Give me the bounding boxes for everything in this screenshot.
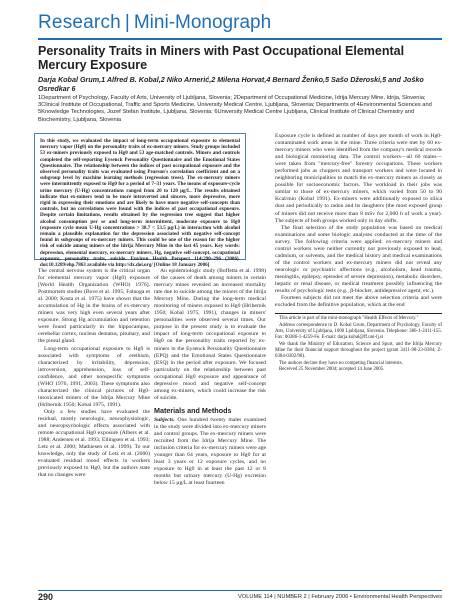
page-footer (38, 594, 442, 604)
footnote: The authors declare they have no competing financial interests. (279, 360, 403, 366)
footnote-rule (275, 313, 442, 314)
footer-rule (38, 590, 442, 591)
section-name: Research (38, 12, 121, 33)
section-separator: | (124, 12, 130, 33)
body-paragraph: The final selection of the study population was based on medical examinations and some biologic analyses conducted at the time of the survey. The following criteria were applied: ex-mercury miners and control workers were neither currently nor previously exposed to lead, cadmium, or solvents, and the medical history and medical examinations of the control workers and ex-mercury miners did not reveal any neurologic or psychiatric affections (e.g., alcoholism, head trauma, meningitis, epilepsy, episodes of severe depression), metabolic disorders, hepatic or renal disease, or medical treatment possibly influencing the results of psychologic tests (e.g., β-blocker, antidepressive agent, etc.). (275, 224, 442, 295)
footnotes (275, 316, 442, 373)
body-column-left (38, 268, 150, 479)
footnote: Received 25 November 2004; accepted 14 June 2005. (279, 367, 385, 373)
body-paragraph: The central nervous system is the critical organ for elemental mercury vapor (Hg0) exposure [World Health Organization (WHO) 1976]. Postmortem studies (Bove et al. 1995; Falnoga et al. 2000; Kosta et al. 1975) have shown that the accumulation of Hg in the brains of ex-mercury miners was very high even several years after exposure. Strong Hg accumulation and retention were found particularly in the hippocampus, cerebellar cortex, nucleus dentatus, pituitary, and the pineal gland. (38, 268, 150, 345)
body-paragraph: Long-term occupational exposure to Hg0 is associated with symptoms of erethism, characterized by irritability, depression, introversion, apprehension, loss of self-confidence, and other nonspecific symptoms (WHO 1976, 1991, 2003). These symptoms also characterized the clinical pictures of Hg0-intoxicated miners of the Idrija Mercury Mine (Hribernik 1950; Kobal 1975, 1991). (38, 345, 150, 408)
article-title: Personality Traits in Miners with Past Occupational Elemental Mercury Exposure (38, 44, 405, 72)
body-column-right (275, 133, 442, 374)
abstract-text: In this study, we evaluated the impact of long-term occupational exposure to elemental mercury vapor (Hg0) on the personality traits of ex-mercury miners. Study groups included 53 ex-miners previously exposed to Hg0 and 53 age-matched controls. Miners and controls completed the self-reporting Eysenck Personality Questionnaire and the Emotional States Questionnaire. The relationship between the indices of past occupational exposure and the observed personality traits was evaluated using Pearson's correlation coefficient and on a subgroup level by machine learning methods (regression trees). The ex-mercury miners were intermittently exposed to Hg0 for a period of 7–31 years. The means of exposure-cycle urine mercury (U-Hg) concentrations ranged from 20 to 120 µg/L. The results obtained indicate that ex-miners tend to be more introverted and sincere, more depressive, more rigid in expressing their emotions and are likely to have more negative self-concepts than controls, but no correlations were found with the indices of past occupational exposure. Despite certain limitations, results obtained by the regression tree suggest that higher alcohol consumption per se and long-term intermittent, moderate exposure to Hg0 (exposure cycle mean U-Hg concentrations > 38.7 < 53.5 µg/L) in interaction with alcohol remain a plausible explanation for the depression associated with negative self-concept found in subgroups of ex-mercury miners. This could be one of the reason for the higher risk of suicide among miners of the Idrija Mercury Mine in the last 45 years. Key words: depression, elemental mercury, ex-mercury miners, Hg, negative self-concept, occupational exposure, personality traits, suicide. Environ Health Perspect 114:290–296 (2006). doi:10.1289/ehp.7863 available via http://dx.doi.org/ [Online 18 January 2006] (40, 138, 240, 269)
section-subtitle: Mini-Monograph (133, 12, 272, 33)
body-paragraph: Exposure cycle is defined as number of days per month of work in Hg0-contaminated work areas in the mine. Three criteria were met by 60 ex-mercury miners who were identified from the company's medical records and biological monitoring data. The control workers—all 60 males—were taken from "mercury-free" forestry occupations. These workers performed jobs as choppers and transport workers and were located in neighboring municipalities to match the ex-mercury miners as closely as possible for socioeconomic factors. The workload in their jobs was similar to those of ex-mercury miners, which varied from 50 to 90 Kcal/min (Kobal 1991). Ex-miners were additionally exposed to silica dust and periodically to radon and its daughters (the most exposed group of miners did not receive more than 8 mSv for 2,000 h of work a year). The subjects of both groups worked only in day shifts. (275, 133, 442, 224)
header-rule (38, 38, 442, 40)
footnote: This article is part of the mini-monograph "Health Effects of Mercury." (279, 316, 419, 322)
body-paragraph: Fourteen subjects did not meet the above selection criteria and were excluded from the definitive population, which at the end (275, 295, 442, 309)
footnote: We thank the Ministry of Education, Science and Sport, and the Idrija Mercury Mine for their financial support throughout the project (grant 3411-98-23-0384; Z-0384-0302/98). (275, 341, 442, 359)
body-column-middle (154, 268, 266, 487)
body-paragraph: Only a few studies have evaluated the residual, mostly neurologic, neurophysiologic, and neuropsychologic effects associated with remote occupational Hg0 exposure (Albers et al. 1988; Andersen et al. 1993; Ellingsen et al. 1993; Letz et al. 2000; Mathiesen et al. 1999). To our knowledge, only the study of Letz et al. (2000) evaluated residual mood effects in workers previously exposed to Hg0, but the authors state that no changes were (38, 408, 150, 479)
journal-info: VOLUME 114 | NUMBER 2 | February 2006 • Environmental Health Perspectives (238, 594, 442, 600)
author-list: Darja Kobal Grum,1 Alfred B. Kobal,2 Niko Arnerić,2 Milena Horvat,4 Bernard Ženko,5 Sašo Džeroski,5 and Joško Osredkar 6 (38, 75, 424, 93)
page-number: 290 (38, 592, 54, 602)
footnote: Address correspondence to D. Kobal Grum, Department of Psychology, Faculty of Arts, University of Ljubljana, 1000 Ljubljana, Slovenia. Telephone: 386-1-2411-155. Fax: 00386-1-4259-Fe. E-mail: darja.kobal@ff.uni-lj.si (275, 323, 442, 340)
subjects-text: One hundred twenty males examined in the study were divided into ex-mercury miners and control groups. The ex-mercury miners were recruited from the Idrija Mercury Mine. The inclusion criteria for ex-mercury miners were age younger than 64 years, exposure to Hg0 for at least 3 years or 12 exposure cycles, and no exposure to Hg0 in at least the past 12 or 8 months but urinary mercury (U-Hg) excretion below 15 µg/L at least fourteen (154, 416, 266, 487)
abstract-box (34, 133, 246, 269)
methods-heading: Materials and Methods (154, 405, 232, 415)
body-paragraph: An epidemiologic study (Boffetta et al. 1998) of the causes of death among miners in certain mercury mines revealed an increased mortality rate due to suicide among the miners of the Idrija Mercury Mine. During the long-term medical monitoring of miners exposed to Hg0 (Hribernik 1950; Kobal 1975, 1991), changes in miners' personalities were observed several times. Our purpose in the present study is to evaluate the impact of long-term occupational exposure to Hg0 on the personality traits reported by ex-miners in the Eysenck Personality Questionnaire (EPQ) and the Emotional States Questionnaire (ESQ) in the period after exposure. We focused particularly on the relationship between past occupational Hg0 exposure and appearance of depressive mood and negative self-concept among ex-miners, which could increase the risk of suicide. (154, 268, 266, 401)
affiliations: 1Department of Psychology, Faculty of Arts, University of Ljubljana, Slovenia; 2Department of Occupational Medicine, Idrija Mercury Mine, Idrija, Slovenia; 3Clinical Institute of Occupational, Traffic and Sports Medicine, University Medical Centre, Ljubljana, Slovenia; Departments of 4Environmental Sciences and 5Knowledge Technologies, Jozef Stefan Institute, Ljubljana, Slovenia; 6University Medical Centre Ljubljana, Clinical Institute of Clinical Chemistry and Biochemistry, Ljubljana, Slovenia (38, 95, 432, 123)
subjects-label: Subjects. (154, 416, 175, 423)
subjects-paragraph (154, 417, 266, 487)
section-header (38, 12, 438, 38)
